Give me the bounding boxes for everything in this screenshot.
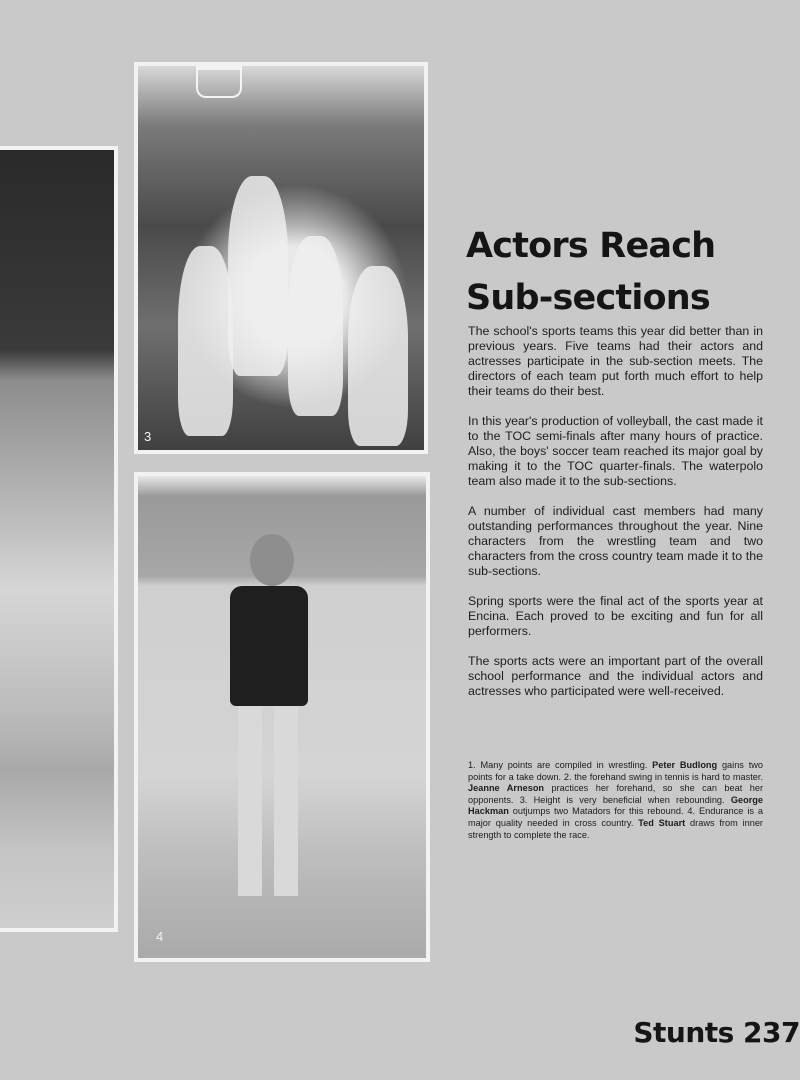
photo-cross-country-runner [134,472,430,962]
caption-name: Ted Stuart [638,817,686,828]
caption-text: outjumps two Matadors for this rebound. 4. Endurance is a major quality needed in cross country. [468,806,763,828]
heading-line-1: Actors Reach [466,226,716,266]
article-heading [466,220,786,324]
player-figure [288,236,343,416]
caption-name: Peter Budlong [652,760,718,770]
section-name: Stunts [633,1016,734,1049]
page-footer [633,1016,800,1049]
paragraph: In this year's production of volleyball, the cast made it to the TOC semi-finals after many hours of practice. Also, the boys' soccer team reached its major goal by making it to the TOC quarter-finals. The waterpolo team also made it to the sub-sections. [468,414,763,488]
basketball-hoop [196,66,242,98]
article-body [468,324,763,714]
player-figure [348,266,408,446]
photo-caption [468,760,763,841]
photo-number-3: 3 [144,429,152,444]
caption-text: 1. Many points are compiled in wrestling. [468,760,653,770]
caption-text: practices her forehand, so she can beat her opponents. 3. Height is very beneficial when rebounding. [468,783,764,805]
paragraph: The school's sports teams this year did better than in previous years. Five teams had their actors and actresses participate in the sub-section meets. The directors of each team put forth much effort to help their teams do their best. [468,324,763,398]
caption-name: George Hackman [468,794,763,817]
caption-text: gains two points for a take down. 2. the forehand swing in tennis is hard to master. [468,760,763,782]
paragraph: A number of individual cast members had many outstanding performances throughout the year. Nine characters from the wrestling team and two characters from the cross country team made it to the sub-sections. [468,504,763,578]
player-figure [228,176,288,376]
runner-legs [238,706,298,896]
runner-head [250,534,294,586]
caption-name: Jeanne Arneson [468,783,545,794]
caption-text: draws from inner strength to complete the race. [468,817,763,840]
photo-number-4: 4 [156,929,164,944]
paragraph: Spring sports were the final act of the sports year at Encina. Each proved to be exciting and fun for all performers. [468,594,763,638]
paragraph: The sports acts were an important part of the overall school performance and the individual actors and actresses who participated were well-received. [468,654,763,698]
photo-left-partial [0,146,118,932]
page-number: 237 [743,1016,800,1049]
heading-line-2: Sub-sections [466,278,710,318]
player-figure [178,246,233,436]
runner-jersey [230,586,308,706]
photo-basketball-rebound [134,62,428,454]
